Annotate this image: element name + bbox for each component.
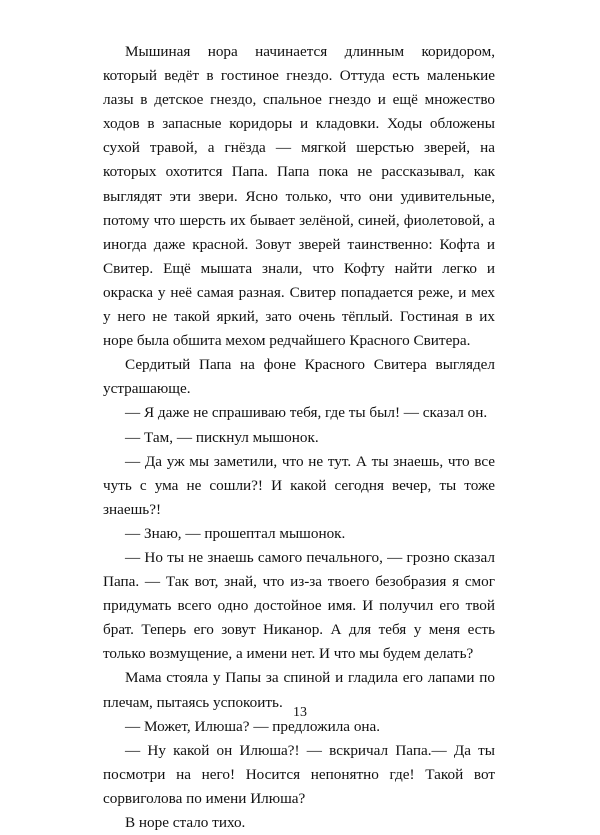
paragraph: Мама стояла у Папы за спиной и гладила его лапами по плечам, пытаясь успокоить. — [103, 669, 495, 711]
paragraph: Сердитый Папа на фоне Красного Свитера выглядел устрашающе. — [103, 356, 495, 398]
paragraph: — Я даже не спрашиваю тебя, где ты был! — сказал он. — [125, 404, 488, 422]
paragraph: — Ну какой он Илюша?! — вскричал Папа.— Да ты посмотри на него! Носится непонятно где! Такой вот сорвиголова по имени Илюша? — [103, 741, 495, 807]
paragraph: — Может, Илюша? — предложила она. — [125, 717, 381, 735]
page-number: 13 — [293, 705, 307, 720]
paragraph: — Но ты не знаешь самого печального, — грозно сказал Папа. — Так вот, знай, что из-за твоего безобразия я смог придумать всего одно достойное имя. И получил его твой брат. Теперь его зовут Никанор. А для тебя у меня есть только возмущение, а имени нет. И что мы будем делать? — [103, 548, 495, 663]
paragraph: — Да уж мы заметили, что не тут. А ты знаешь, что все чуть с ума не сошли?! И какой сегодня вечер, ты тоже знаешь?! — [103, 452, 495, 518]
paragraph: В норе стало тихо. — [125, 814, 246, 831]
paragraph: — Знаю, — прошептал мышонок. — [125, 524, 346, 542]
paragraph: — Там, — пискнул мышонок. — [125, 428, 319, 446]
paragraph: Мышиная нора начинается длинным коридором, который ведёт в гостиное гнездо. Оттуда есть маленькие лазы в детское гнездо, спальное гнездо и ещё множество ходов в запасные коридоры и кладовки. Ходы обложены сухой травой, а гнёзда — мягкой шерстью зверей, на которых охотится Папа. Папа пока не рассказывал, как выглядят эти звери. Ясно только, что они удивительные, потому что шерсть их бывает зелёной, синей, фиолетовой, а иногда даже красной. Зовут зверей таинственно: Кофта и Свитер. Ещё мышата знали, что Кофту найти легко и окраска у неё самая разная. Свитер попадается реже, и мех у него не такой яркий, зато очень тёплый. Гостиная в их норе была обшита мехом редчайшего Красного Свитера. — [103, 43, 495, 350]
